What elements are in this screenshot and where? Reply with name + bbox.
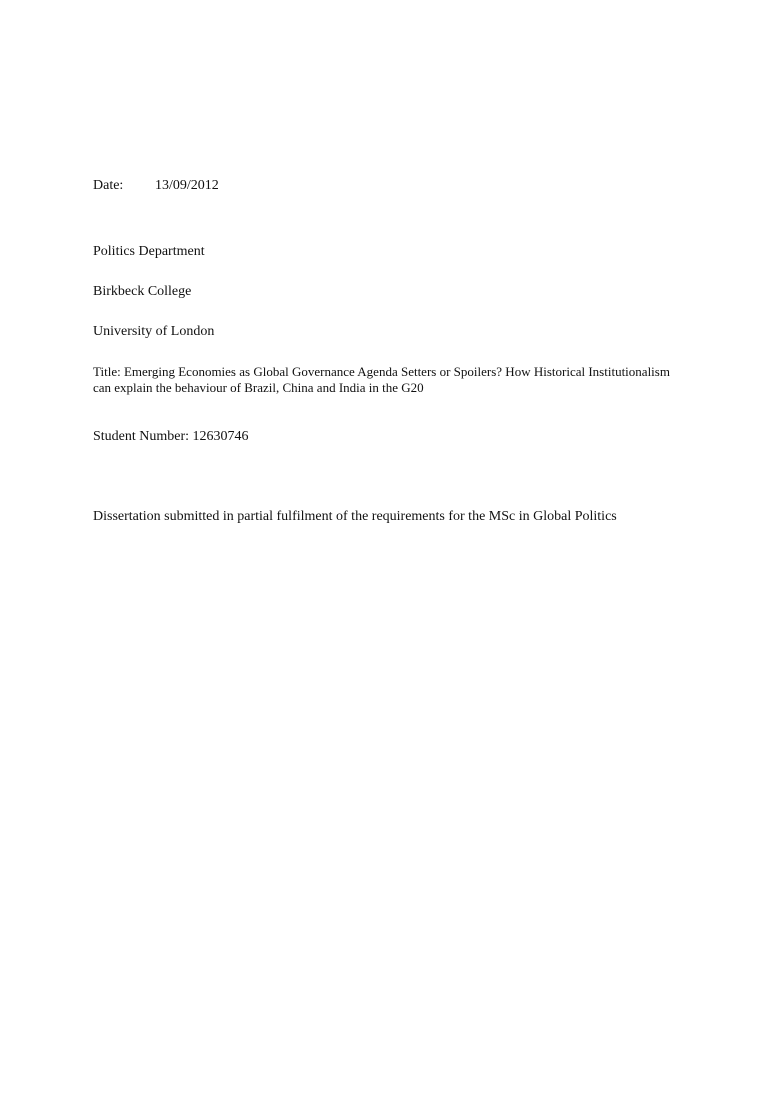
department-line: Politics Department — [93, 244, 205, 259]
college-line: Birkbeck College — [93, 284, 192, 299]
university-line: University of London — [93, 324, 215, 339]
date-row — [93, 177, 219, 195]
dissertation-note: Dissertation submitted in partial fulfilment of the requirements for the MSc in Global Politics — [93, 509, 617, 524]
date-label: Date: — [93, 178, 124, 193]
dissertation-title: Title: Emerging Economies as Global Governance Agenda Setters or Spoilers? How Historical Institutionalism can explain the behaviour of Brazil, China and India in the G20 — [93, 364, 670, 395]
date-value: 13/09/2012 — [155, 178, 219, 193]
student-number: Student Number: 12630746 — [93, 429, 249, 444]
